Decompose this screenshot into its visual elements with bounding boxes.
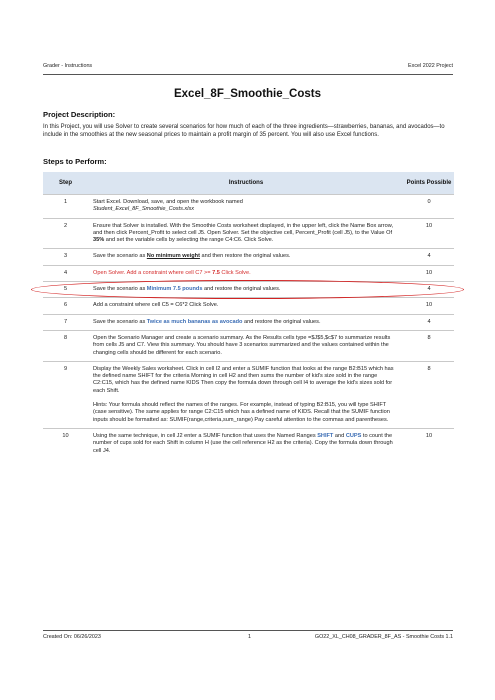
step-number: 1 [43, 195, 88, 219]
footer-created-on: Created On: 06/26/2023 [43, 634, 101, 640]
workbook-filename: Student_Excel_8F_Smoothie_Costs.xlsx [93, 206, 195, 213]
step-number: 2 [43, 218, 88, 249]
step-instructions [88, 330, 404, 361]
table-row [43, 298, 454, 314]
step-instructions [88, 249, 404, 265]
instruction-text: Save the scenario as [93, 286, 147, 293]
steps-table [43, 172, 454, 459]
instruction-text: Save the scenario as [93, 318, 147, 325]
instruction-text: Open Solver. Add a constraint where cell C7 >= [93, 269, 213, 276]
table-row [43, 195, 454, 219]
step-number: 9 [43, 361, 88, 428]
table-row [43, 361, 454, 428]
header-right: Excel 2022 Project [408, 63, 453, 69]
instruction-text: and [333, 432, 346, 439]
col-points-header: Points Possible [404, 172, 454, 195]
step-number: 5 [43, 282, 88, 298]
step-points: 10 [404, 428, 454, 458]
table-row [43, 282, 454, 298]
instruction-emphasis: 35% [93, 237, 105, 244]
step-instructions [88, 195, 404, 219]
step-number: 4 [43, 265, 88, 281]
table-row [43, 314, 454, 330]
table-row-highlighted [43, 265, 454, 281]
step-number: 10 [43, 428, 88, 458]
project-description-text: In this Project, you will use Solver to create several scenarios for how much of each of the three ingredients—strawberries, bananas, and avocados—to include in the smoothies at the new seasonal prices to maintain a profit margin of 35 percent. You will also use Excel functions. [43, 124, 445, 139]
step-points: 8 [404, 361, 454, 428]
step-number: 6 [43, 298, 88, 314]
page-title: Excel_8F_Smoothie_Costs [173, 88, 321, 100]
instruction-emphasis: 7.5 [212, 269, 220, 276]
page-footer [43, 630, 453, 642]
instruction-text: Ensure that Solver is installed. With the Smoothie Costs worksheet displayed, in the upper left, click the Name Box arrow, and then click Percent_Profit to select cell J5. Open Solver. Set the objective cell, Percent_Profit (cell J5), to the Value Of [93, 222, 394, 236]
table-row [43, 249, 454, 265]
footer-document-id: GO22_XL_CH08_GRADER_8F_AS - Smoothie Costs 1.1 [314, 634, 453, 640]
project-description-heading: Project Description: [43, 110, 116, 119]
step-instructions [88, 265, 404, 281]
instruction-text: and then restore the original values. [199, 253, 291, 260]
instruction-text: Using the same technique, in cell J2 enter a SUMIF function that uses the Named Ranges [93, 432, 318, 439]
instruction-text: Open the Scenario Manager and create a scenario summary. As the Results cells type =$J$5,$c$7 to summarize results from cells J5 and C7. View this summary. You should have 3 scenarios summarized and the values contained within the changing cells should be different for each scenario. [93, 334, 391, 356]
step-number: 8 [43, 330, 88, 361]
col-instructions-header: Instructions [88, 172, 404, 195]
instruction-text: and restore the original values. [242, 318, 321, 325]
table-header-row [43, 172, 454, 195]
step-instructions [88, 361, 404, 428]
step-points: 10 [404, 265, 454, 281]
footer-page-number: 1 [248, 634, 251, 640]
table-row [43, 218, 454, 249]
step-points: 4 [404, 282, 454, 298]
col-step-header: Step [43, 172, 88, 195]
named-range: CUPS [345, 432, 362, 439]
step-instructions [88, 218, 404, 249]
step-number: 7 [43, 314, 88, 330]
step-instructions [88, 428, 404, 458]
page-header [43, 63, 453, 75]
instruction-text: and set the variable cells by selecting the range C4:C6. Click Solve. [104, 237, 274, 244]
instruction-text: Save the scenario as [93, 253, 147, 260]
step-points: 10 [404, 218, 454, 249]
step-points: 4 [404, 249, 454, 265]
instruction-text: Start Excel. Download, save, and open the workbook named [93, 199, 243, 205]
table-row [43, 330, 454, 361]
instruction-text: Add a constraint where cell C5 = C6*2 Click Solve. [93, 302, 219, 309]
hint-text: Hints: Your formula should reflect the names of the ranges. For example, instead of typing B2:B15, you will type SHIFT (case sensitive). The same applies for range C2:C15 which has a defined name of KIDS. Recall that the SUMIF function inputs should be formatted as: SUMIF(range,criteria,sum_range) Pay careful attention to the commas and parentheses. [93, 402, 390, 423]
instruction-text: to count the number of cups sold for each Shift in column H (use the cell reference H2 as the criteria). Copy the formula down through cell J4. [93, 432, 393, 454]
instruction-text: Display the Weekly Sales worksheet. Click in cell I2 and enter a SUMIF function that looks at the range B2:B15 which has the defined name SHIFT for the criteria Morning in cell H2 and then sums the number of kid's size sold in the range C2:C15, which has the defined name KIDS Then copy the formula down through cell I4 to average the kid's sizes sold for each Shift. [93, 365, 394, 394]
step-instructions [88, 298, 404, 314]
scenario-name: Twice as much bananas as avocado [146, 318, 243, 325]
step-points: 0 [404, 195, 454, 219]
instruction-text: Click Solve. [219, 269, 251, 276]
step-instructions [88, 314, 404, 330]
instruction-text: and restore the original values. [202, 286, 281, 293]
table-row [43, 428, 454, 458]
header-left: Grader - Instructions [43, 63, 93, 69]
step-points: 10 [404, 298, 454, 314]
scenario-name: Minimum 7.5 pounds [146, 286, 203, 293]
named-range: SHIFT [317, 432, 334, 439]
scenario-name: No minimum weight [146, 253, 200, 260]
step-instructions [88, 282, 404, 298]
step-number: 3 [43, 249, 88, 265]
steps-heading: Steps to Perform: [43, 157, 107, 166]
step-points: 8 [404, 330, 454, 361]
step-points: 4 [404, 314, 454, 330]
